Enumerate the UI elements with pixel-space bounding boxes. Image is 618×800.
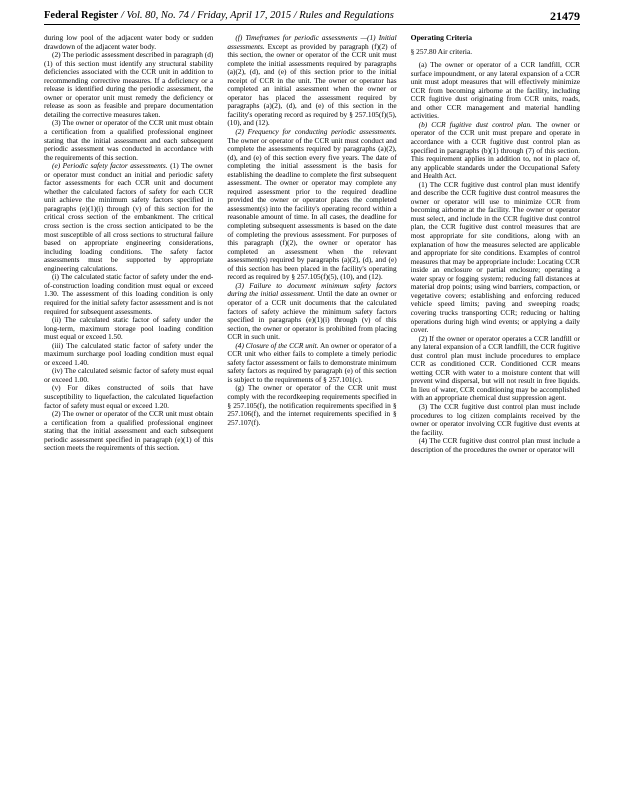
- paragraph-text: (iii) The calculated static factor of safety under the maximum surcharge pool loading condition must equal or exceed 1.40.: [44, 340, 214, 367]
- paragraph: [227, 342, 396, 385]
- paragraph-heading: (e) Periodic safety factor assessments.: [52, 161, 168, 171]
- journal-name: Federal Register: [44, 10, 119, 21]
- paragraph: [227, 128, 396, 282]
- column-right: [411, 34, 580, 790]
- paragraph-text: (1) The CCR fugitive dust control plan must identify and describe the CCR fugitive dust control measures the owner or operator will use to minimize CCR from becoming airborne at the facility. The owner or operator must select, and include in the CCR fugitive dust control plan, the CCR fugitive dust control measures that are most appropriate for site conditions, along with an explanation of how the measures selected are applicable and appropriate for site conditions. Examples of control measures that may be appropriate include: Locating CCR inside an enclosure or partial enclosure; operating a water spray or fogging system; reducing fall distances at material drop points; using wind barriers, compaction, or vegetative covers; establishing and enforcing reduced vehicle speed limits; paving and sweeping roads; covering trucks transporting CCR; reducing or halting operations during high wind events; or applying a daily cover.: [410, 179, 580, 335]
- paragraph-text: An owner or operator of a CCR unit who either fails to complete a timely periodic safety factor assessment or fails to demonstrate minimum safety factors as required by paragraph (e) of this section is subject to the requirements of § 257.101(c).: [227, 340, 397, 384]
- paragraph: [44, 316, 213, 342]
- paragraph: [44, 119, 213, 162]
- paragraph: [227, 384, 396, 427]
- paragraph: [227, 282, 396, 342]
- paragraph-text: (1) The owner or operator must conduct an initial and periodic safety factor assessments for each CCR unit and document whether the calculated factors of safety for each CCR unit achieve the minimum safety factors specified in paragraphs (e)(1)(i) through (v) of this section for the critical cross section of the embankment. The critical cross section is the cross section anticipated to be the most susceptible of all cross sections to structural failure based on appropriate engineering considerations, including loading conditions. The safety factor assessments must be supported by appropriate engineering calculations.: [44, 161, 214, 273]
- running-head: [44, 8, 394, 24]
- paragraph: [44, 34, 213, 51]
- text-columns: [44, 34, 580, 790]
- paragraph-text: The owner or operator of the CCR unit must prepare and operate in accordance with a CCR fugitive dust control plan as specified in paragraphs (b)(1) through (7) of this section. This requirement applies in addition to, not in place of, any applicable standards under the Occupational Safety and Health Act.: [410, 119, 580, 181]
- paragraph: [44, 367, 213, 384]
- paragraph: [44, 410, 213, 453]
- paragraph-heading: (2) Frequency for conducting periodic assessments.: [235, 127, 397, 137]
- paragraph: [411, 437, 580, 454]
- paragraph-text: (g) The owner or operator of the CCR unit must comply with the recordkeeping requirements specified in § 257.105(f), the notification requirements specified in § 257.106(f), and the internet requirements specified in § 257.107(f).: [227, 383, 397, 427]
- paragraph-text: during low pool of the adjacent water body or sudden drawdown of the adjacent water body.: [44, 34, 214, 51]
- paragraph: [44, 342, 213, 368]
- paragraph-text: (2) The owner or operator of the CCR unit must obtain a certification from a qualified professional engineer stating that the initial assessment and each subsequent periodic assessment specified in paragraph (e)(1) of this section meets the requirements of this section.: [44, 409, 214, 453]
- paragraph-text: (4) The CCR fugitive dust control plan must include a description of the procedures the owner or operator will: [410, 436, 580, 454]
- paragraph: [411, 61, 580, 121]
- column-middle: [227, 34, 396, 790]
- paragraph-text: (v) For dikes constructed of soils that have susceptibility to liquefaction, the calculated liquefaction factor of safety must equal or exceed 1.20.: [44, 383, 214, 410]
- paragraph-heading: (3) Failure to document minimum safety factors during the initial assessment.: [227, 280, 397, 299]
- paragraph-text: (2) The periodic assessment described in paragraph (d)(1) of this section must identify any structural stability deficiencies associated with the CCR unit in addition to recommending corrective measures. If a deficiency or a release is identified during the periodic assessment, the owner or operator unit must remedy the deficiency or release as soon as feasible and prepare documentation detailing the corrective measures taken.: [44, 50, 214, 119]
- issue-info: / Vol. 80, No. 74 / Friday, April 17, 2015 / Rules and Regulations: [120, 10, 394, 21]
- paragraph-heading: (4) Closure of the CCR unit.: [235, 340, 319, 350]
- paragraph: [411, 403, 580, 437]
- paragraph: [44, 162, 213, 273]
- paragraph-text: (a) The owner or operator of a CCR landfill, CCR surface impoundment, or any lateral expansion of a CCR unit must adopt measures that will effectively minimize CCR from becoming airborne at the facility, including CCR fugitive dust originating from CCR units, roads, and other CCR management and material handling activities.: [410, 60, 580, 121]
- paragraph-text: (3) The CCR fugitive dust control plan must include procedures to log citizen complaints received by the owner or operator involving CCR fugitive dust events at the facility.: [410, 401, 580, 437]
- paragraph-text: (3) The owner or operator of the CCR unit must obtain a certification from a qualified professional engineer stating that the initial assessment and each subsequent periodic assessment was conducted in accordance with the requirements of this section.: [44, 118, 214, 162]
- paragraph-text: The owner or operator of the CCR unit must conduct and complete the assessments required by paragraphs (a)(2), (d), and (e) of this section every five years. The date of completing the initial assessment is the basis for establishing the deadline to complete the first subsequent assessment. The owner or operator may complete any required assessment prior to the required deadline provided the owner or operator places the completed assessment(s) into the facility's operating record within a reasonable amount of time. In all cases, the deadline for completing subsequent assessments is based on the date of completing the previous assessment. For purposes of this paragraph (f)(2), the owner or operator has completed an assessment when the relevant assessment(s) required by paragraphs (a)(2), (d), and (e) of this section has been placed in the facility's operating record as required by § 257.105(f)(5), (10), and (12).: [227, 135, 397, 282]
- paragraph-text: Except as provided by paragraph (f)(2) of this section, the owner or operator of the CCR unit must complete the initial assessments required by paragraphs (a)(2), (d), and (e) of this section prior to the initial receipt of CCR in the unit. The owner or operator has completed an initial assessment when the owner or operator has placed the assessment required by paragraphs (a)(2), (d), and (e) of this section in the facility's operating record as required by § 257.105(f)(5), (10), and (12).: [227, 41, 397, 128]
- paragraph-text: (ii) The calculated static factor of safety under the long-term, maximum storage pool loading condition must equal or exceed 1.50.: [44, 315, 214, 342]
- paragraph-text: Until the date an owner or operator of a CCR unit documents that the calculated factors of safety achieve the minimum safety factors specified in paragraphs (e)(1)(i) through (v) of this section, the owner or operator is prohibited from placing CCR in such unit.: [227, 289, 397, 342]
- paragraph-text: (iv) The calculated seismic factor of safety must equal or exceed 1.00.: [44, 366, 214, 384]
- paragraph: [411, 181, 580, 335]
- paragraph: [411, 121, 580, 181]
- paragraph: [44, 51, 213, 119]
- paragraph-heading: (f) Timeframes for periodic assessments —(1) Initial assessments.: [227, 34, 397, 51]
- page-header: [44, 8, 580, 25]
- column-left: [44, 34, 213, 790]
- section-heading: § 257.80 Air criteria.: [410, 46, 473, 56]
- paragraph: [411, 335, 580, 403]
- paragraph: [227, 34, 396, 128]
- paragraph: [44, 384, 213, 410]
- paragraph: [44, 273, 213, 316]
- paragraph-text: (2) If the owner or operator operates a CCR landfill or any lateral expansion of a CCR landfill, the CCR fugitive dust control plan must include procedures to emplace CCR as conditioned CCR. Conditioned CCR means wetting CCR with water to a moisture content that will prevent wind dispersal, but will not result in free liquids. In lieu of water, CCR conditioning may be accomplished with an appropriate chemical dust suppression agent.: [410, 333, 580, 403]
- section-title: Operating Criteria: [410, 34, 473, 42]
- paragraph-heading: (b) CCR fugitive dust control plan.: [418, 119, 532, 129]
- page-number: 21479: [550, 9, 580, 23]
- paragraph-text: (i) The calculated static factor of safety under the end-of-construction loading condition must equal or exceed 1.30. The assessment of this loading condition is only required for the initial safety factor assessment and is not required for subsequent assessments.: [44, 272, 214, 316]
